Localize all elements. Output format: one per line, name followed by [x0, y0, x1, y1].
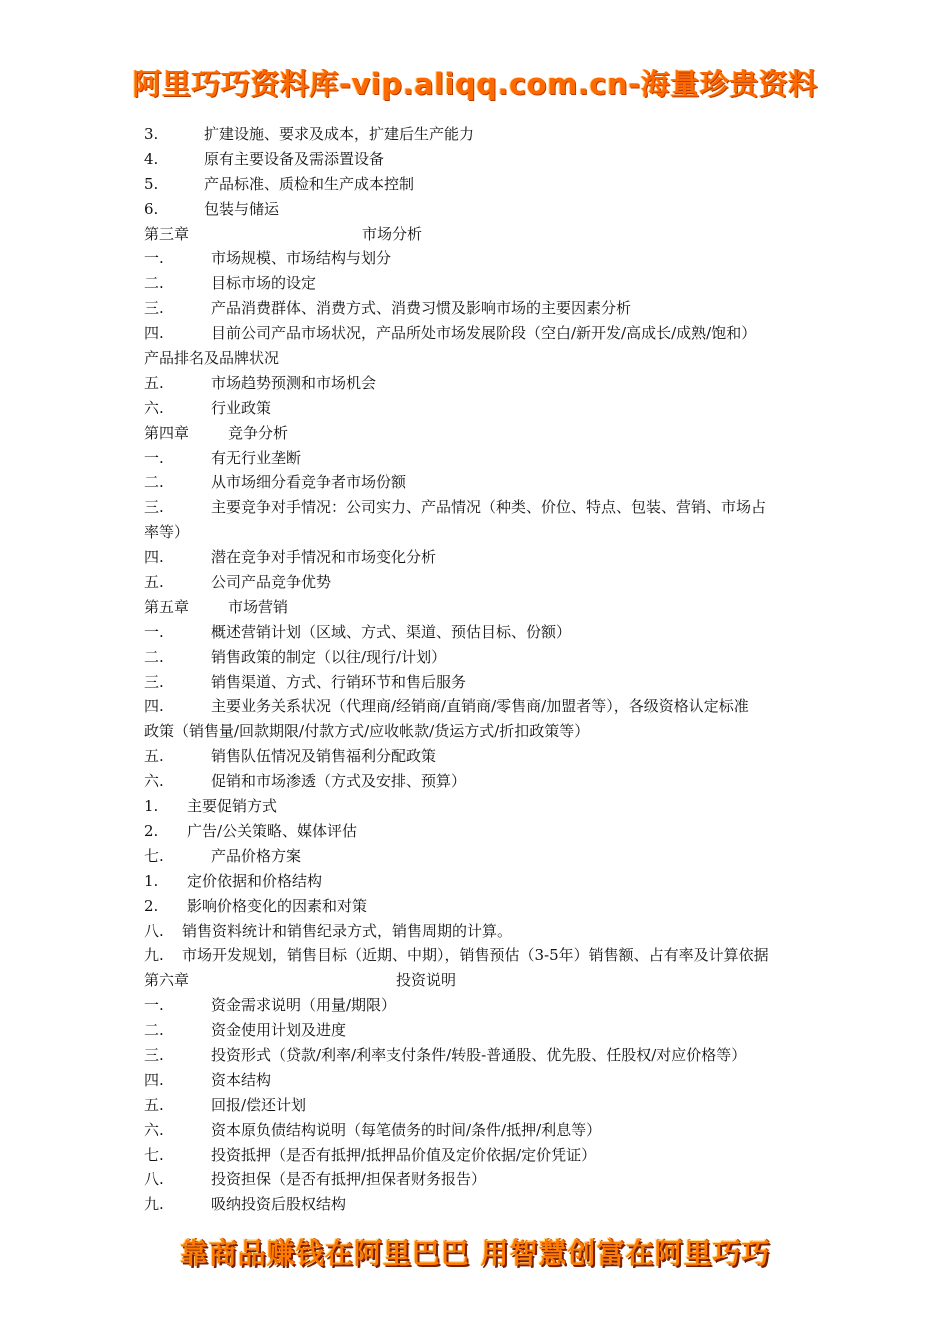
sub-item: [144, 869, 844, 894]
outline-item: [144, 246, 844, 271]
chapter-title: 市场分析: [362, 224, 423, 243]
item-text: 销售资料统计和销售纪录方式，销售周期的计算。: [182, 921, 513, 940]
outline-item: [144, 844, 844, 869]
item-number: 五.: [144, 373, 164, 392]
item-number: 四.: [144, 697, 164, 716]
item-number: 4.: [144, 149, 159, 168]
item-number: 2.: [144, 896, 159, 915]
chapter-title: 投资说明: [396, 971, 457, 990]
outline-item: [144, 470, 844, 495]
item-text: 资本原负债结构说明（每笔债务的时间/条件/抵押/利息等）: [211, 1120, 602, 1139]
item-text: 原有主要设备及需添置设备: [204, 149, 385, 168]
sub-item: [144, 819, 844, 844]
item-text: 概述营销计划（区域、方式、渠道、预估目标、份额）: [211, 622, 572, 641]
item-text: 市场趋势预测和市场机会: [211, 373, 377, 392]
item-number: 二.: [144, 647, 164, 666]
outline-item: [144, 271, 844, 296]
chapter-title: 竞争分析: [228, 423, 289, 442]
outline-item: [144, 670, 844, 695]
outline-item: [144, 645, 844, 670]
chapter-number: 第三章: [144, 224, 190, 243]
outline-item: [144, 1018, 844, 1043]
item-text: 投资抵押（是否有抵押/抵押品价值及定价依据/定价凭证）: [211, 1145, 597, 1164]
item-number: 一.: [144, 448, 164, 467]
item-text: 产品消费群体、消费方式、消费习惯及影响市场的主要因素分析: [211, 299, 632, 318]
item-number: 六.: [144, 1120, 164, 1139]
item-number: 二.: [144, 473, 164, 492]
footer-banner: 靠商品赚钱在阿里巴巴 用智慧创富在阿里巧巧: [179, 1237, 771, 1270]
item-text: 主要竞争对手情况：公司实力、产品情况（种类、价位、特点、包装、营销、市场占: [211, 498, 767, 517]
item-number: 三.: [144, 498, 164, 517]
item-number: 2.: [144, 821, 159, 840]
item-text: 产品排名及品牌状况: [144, 349, 280, 368]
item-number: 1.: [144, 797, 159, 816]
item-number: 六.: [144, 772, 164, 791]
chapter-heading: [144, 222, 844, 247]
document-body: [144, 122, 844, 1217]
item-text: 政策（销售量/回款期限/付款方式/应收帐款/货运方式/折扣政策等）: [144, 722, 590, 741]
item-text: 潜在竞争对手情况和市场变化分析: [211, 548, 437, 567]
item-number: 五.: [144, 573, 164, 592]
item-text: 定价依据和价格结构: [187, 871, 323, 890]
outline-item: [144, 919, 844, 944]
outline-item: [144, 147, 844, 172]
outline-item: [144, 495, 844, 520]
outline-item: [144, 296, 844, 321]
item-number: 三.: [144, 299, 164, 318]
item-number: 九.: [144, 1195, 164, 1214]
item-text: 扩建设施、要求及成本，扩建后生产能力: [204, 125, 475, 143]
chapter-number: 第四章: [144, 423, 190, 442]
item-number: 五.: [144, 747, 164, 766]
outline-item: [144, 620, 844, 645]
item-text: 影响价格变化的因素和对策: [187, 896, 368, 915]
outline-item: [144, 1043, 844, 1068]
outline-item: [144, 1118, 844, 1143]
outline-item: [144, 545, 844, 570]
item-number: 四.: [144, 324, 164, 343]
item-number: 七.: [144, 1145, 164, 1164]
item-text: 资本结构: [211, 1070, 272, 1089]
item-text: 资金使用计划及进度: [211, 1021, 347, 1040]
item-text: 公司产品竞争优势: [211, 573, 332, 592]
header-banner: 阿里巧巧资料库-vip.aliqq.com.cn-海量珍贵资料: [132, 67, 818, 101]
outline-item: [144, 321, 844, 346]
outline-item: [144, 122, 844, 147]
item-number: 六.: [144, 398, 164, 417]
item-text: 有无行业垄断: [211, 448, 302, 467]
item-number: 四.: [144, 548, 164, 567]
item-number: 5.: [144, 174, 159, 193]
item-number: 九.: [144, 946, 164, 965]
outline-item: [144, 172, 844, 197]
item-text: 投资形式（贷款/利率/利率支付条件/转股-普通股、优先股、任股权/对应价格等）: [211, 1045, 747, 1064]
item-number: 二.: [144, 274, 164, 293]
item-number: 八.: [144, 921, 164, 940]
item-text: 目前公司产品市场状况，产品所处市场发展阶段（空白/新开发/高成长/成熟/饱和）: [211, 324, 757, 343]
item-text: 资金需求说明（用量/期限）: [211, 996, 397, 1015]
item-text: 产品标准、质检和生产成本控制: [204, 174, 415, 193]
item-text: 销售队伍情况及销售福利分配政策: [211, 747, 437, 766]
chapter-heading: [144, 421, 844, 446]
sub-item: [144, 894, 844, 919]
item-text: 吸纳投资后股权结构: [211, 1195, 347, 1214]
item-number: 三.: [144, 1045, 164, 1064]
item-text: 包装与储运: [204, 199, 280, 218]
chapter-number: 第五章: [144, 597, 190, 616]
item-text: 市场开发规划，销售目标（近期、中期），销售预估（3-5年）销售额、占有率及计算依据: [182, 946, 769, 965]
sub-item: [144, 794, 844, 819]
outline-item: [144, 1143, 844, 1168]
item-text: 促销和市场渗透（方式及安排、预算）: [211, 772, 467, 791]
item-text: 销售政策的制定（以往/现行/计划）: [211, 647, 447, 666]
outline-item-continuation: [144, 346, 844, 371]
item-number: 三.: [144, 672, 164, 691]
item-number: 四.: [144, 1070, 164, 1089]
item-number: 1.: [144, 871, 159, 890]
item-text: 行业政策: [211, 398, 272, 417]
outline-item: [144, 694, 844, 719]
outline-item: [144, 396, 844, 421]
outline-item: [144, 1068, 844, 1093]
outline-item: [144, 993, 844, 1018]
item-text: 目标市场的设定: [211, 274, 317, 293]
item-number: 五.: [144, 1095, 164, 1114]
outline-item-continuation: [144, 520, 844, 545]
item-text: 产品价格方案: [211, 846, 302, 865]
outline-item: [144, 1167, 844, 1192]
item-text: 从市场细分看竞争者市场份额: [211, 473, 407, 492]
item-text: 广告/公关策略、媒体评估: [187, 821, 358, 840]
item-text: 主要业务关系状况（代理商/经销商/直销商/零售商/加盟者等），各级资格认定标准: [211, 697, 749, 716]
item-number: 七.: [144, 846, 164, 865]
outline-item: [144, 744, 844, 769]
chapter-heading: [144, 595, 844, 620]
item-number: 一.: [144, 996, 164, 1015]
outline-item: [144, 197, 844, 222]
item-number: 3.: [144, 125, 159, 143]
item-text: 主要促销方式: [187, 797, 278, 816]
outline-item-continuation: [144, 719, 844, 744]
chapter-heading: [144, 968, 844, 993]
outline-item: [144, 1093, 844, 1118]
item-text: 率等）: [144, 523, 190, 542]
chapter-title: 市场营销: [228, 597, 289, 616]
item-number: 一.: [144, 622, 164, 641]
item-number: 一.: [144, 249, 164, 268]
outline-item: [144, 1192, 844, 1217]
outline-item: [144, 371, 844, 396]
outline-item: [144, 769, 844, 794]
item-number: 八.: [144, 1170, 164, 1189]
item-number: 6.: [144, 199, 159, 218]
outline-item: [144, 943, 844, 968]
item-text: 销售渠道、方式、行销环节和售后服务: [211, 672, 467, 691]
outline-item: [144, 446, 844, 471]
item-text: 回报/偿还计划: [211, 1095, 307, 1114]
item-text: 投资担保（是否有抵押/担保者财务报告）: [211, 1170, 487, 1189]
outline-item: [144, 570, 844, 595]
item-text: 市场规模、市场结构与划分: [211, 249, 392, 268]
item-number: 二.: [144, 1021, 164, 1040]
chapter-number: 第六章: [144, 971, 190, 990]
